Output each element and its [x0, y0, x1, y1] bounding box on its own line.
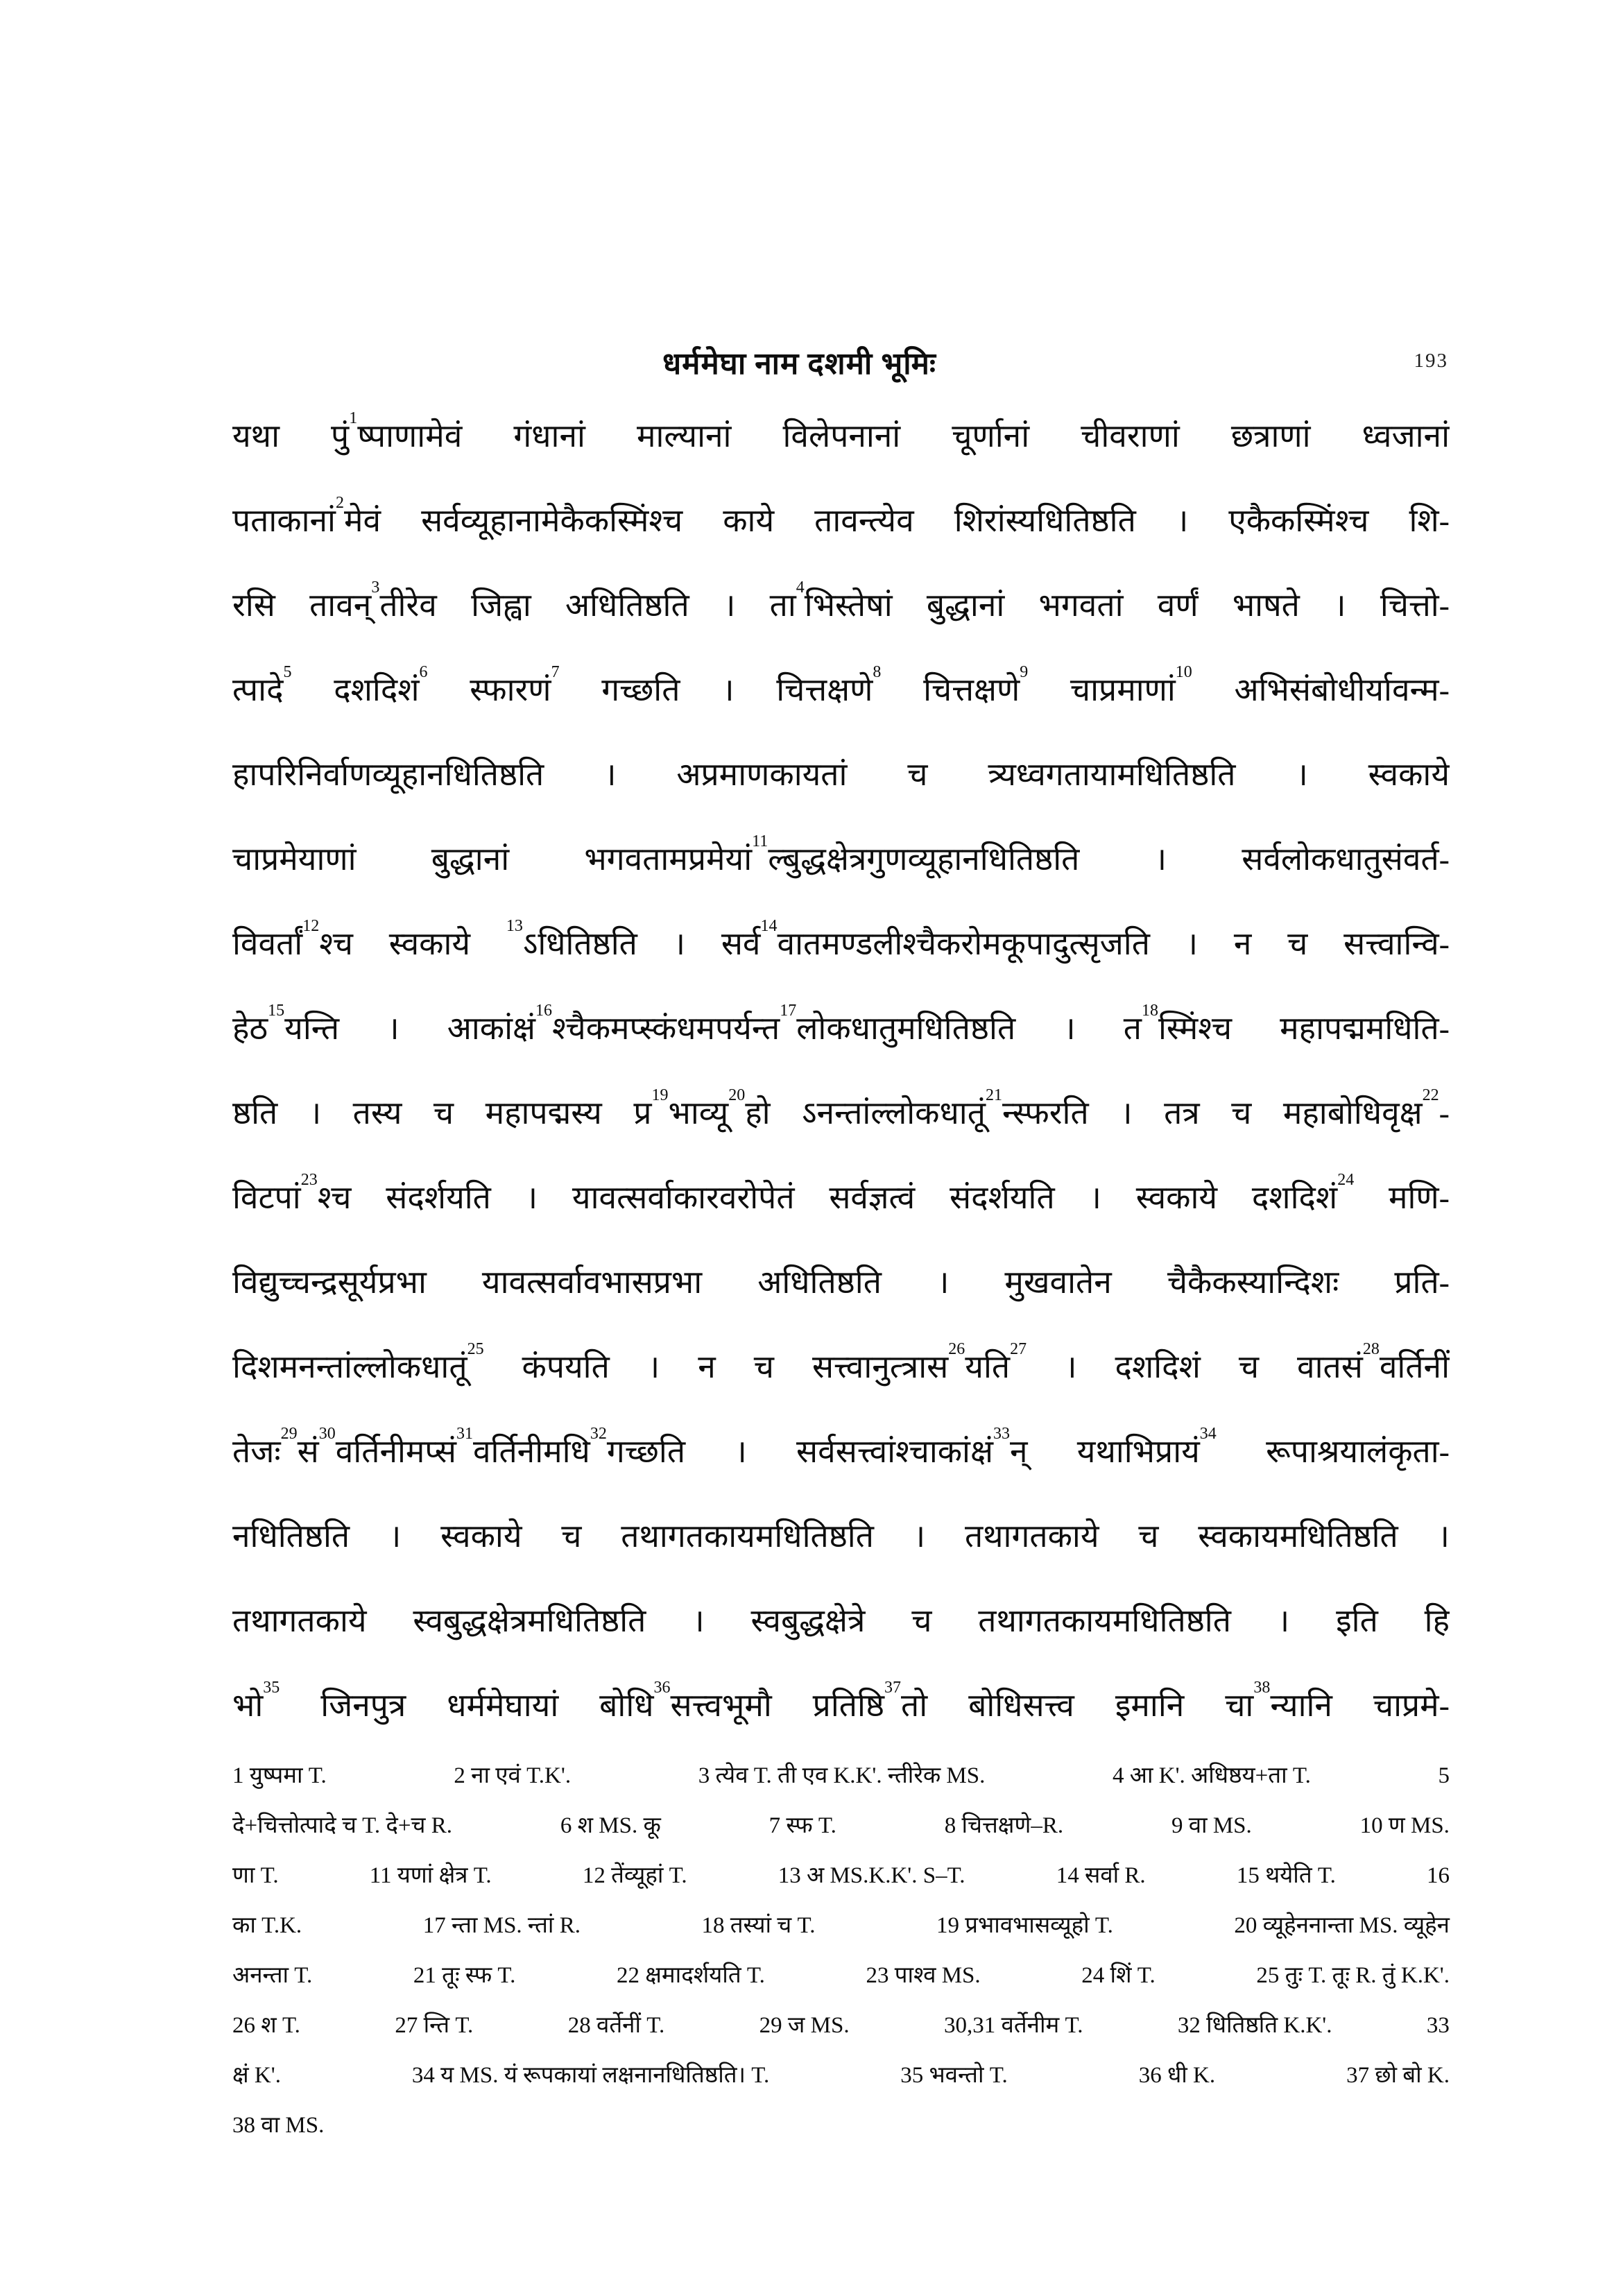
footnote-entry: 7 स्फ T.	[768, 1813, 836, 1838]
body-line: त्पादे$^5$ दशदिशं$^6$ स्फारणं$^7$ गच्छति । चित्तक्षणे$^8$ चित्तक्षणे$^9$ चाप्रमाणां$^{10}$ अभिसंबोधीर्यावन्म-	[232, 662, 1450, 708]
page-number: 193	[1414, 350, 1448, 372]
body-line: तेजः$^{29}$सं$^{30}$वर्तिनीमप्सं$^{31}$वर्तिनीमधि$^{32}$गच्छति । सर्वसत्त्वांश्चाकांक्षं$^{33}$न् यथाभिप्रायं$^{34}$ रूपाश्रयालंकृता-	[232, 1424, 1450, 1469]
footnote-entry: 35 भवन्तो T.	[900, 2063, 1008, 2088]
body-line: हेठ$^{15}$यन्ति । आकांक्षं$^{16}$श्चैकमप्स्कंधमपर्यन्त$^{17}$लोकधातुमधितिष्ठति । त$^{18}$स्मिंश्च महापद्ममधिति-	[232, 1001, 1450, 1046]
footnote-entry: णा T.	[232, 1863, 279, 1888]
footnotes	[232, 1751, 1450, 2150]
footnote-line	[232, 1801, 1450, 1851]
footnote-marker: 23	[300, 1170, 318, 1189]
footnote-marker: 15	[268, 1001, 285, 1020]
body-line: विवर्तां$^{12}$श्च स्वकाये $^{13}$ऽधितिष्ठति । सर्व$^{14}$वातमण्डलीश्चैकरोमकूपादुत्सृजति । न च सत्त्वान्वि-	[232, 916, 1450, 961]
footnote-entry: 14 सर्वा R.	[1056, 1863, 1146, 1888]
footnote-marker: 32	[590, 1424, 607, 1443]
body-text	[232, 394, 1450, 1748]
footnote-marker: 22	[1422, 1086, 1439, 1104]
footnote-entry: 11 यणां क्षेत्र T.	[369, 1863, 492, 1888]
footnote-marker: 27	[1010, 1339, 1027, 1358]
chapter-title: धर्ममेघा नाम दशमी भूमिः	[662, 347, 936, 381]
footnote-marker: 26	[948, 1339, 965, 1358]
footnote-entry: 8 चित्तक्षणे–R.	[944, 1813, 1064, 1838]
body-line: पताकानां$^2$मेवं सर्वव्यूहानामेकैकस्मिंश्च काये तावन्त्येव शिरांस्यधितिष्ठति । एकैकस्मिंश्च शि-	[232, 493, 1450, 538]
footnote-marker: 12	[302, 916, 320, 935]
footnote-entry: 5	[1438, 1763, 1450, 1788]
footnote-entry: 15 थयेति T.	[1236, 1863, 1336, 1888]
footnote-marker: 30	[318, 1424, 336, 1443]
body-line: हापरिनिर्वाणव्यूहानधितिष्ठति । अप्रमाणकायतां च त्र्यध्वगतायामधितिष्ठति । स्वकाये	[232, 757, 1450, 792]
body-line: यथा पुं$^1$ष्पाणामेवं गंधानां माल्यानां विलेपनानां चूर्णानां चीवराणां छत्राणां ध्वजानां	[232, 409, 1450, 454]
footnote-marker: 11	[752, 832, 768, 850]
footnote-marker: 35	[263, 1678, 280, 1697]
footnote-entry: 3 त्येव T. ती एव K.K'. न्तीरेक MS.	[698, 1763, 986, 1788]
footnote-marker: 38	[1253, 1678, 1271, 1697]
footnote-marker: 17	[780, 1001, 797, 1020]
footnote-entry: 33	[1426, 2013, 1450, 2038]
footnote-marker: 9	[1020, 662, 1029, 681]
footnote-entry: 2 ना एवं T.K'.	[454, 1763, 572, 1788]
footnote-marker: 6	[419, 662, 428, 681]
body-line: ष्ठति । तस्य च महापद्मस्य प्र$^{19}$भाव्यू$^{20}$हो ऽनन्तांल्लोकधातूं$^{21}$न्स्फरति । तत्र च महाबोधिवृक्ष$^{22}$-	[232, 1086, 1450, 1131]
body-line: दिशमनन्तांल्लोकधातूं$^{25}$ कंपयति । न च सत्त्वानुत्त्रास$^{26}$यति$^{27}$ । दशदिशं च वातसं$^{28}$वर्तिनीं	[232, 1339, 1450, 1385]
footnote-entry: 25 तुः T. तूः R. तुं K.K'.	[1256, 1963, 1450, 1988]
footnote-marker: 29	[280, 1424, 298, 1443]
footnote-entry: 6 श MS. कू	[560, 1813, 661, 1838]
footnote-entry: 1 युष्पमा T.	[232, 1763, 327, 1788]
footnote-entry: 13 अ MS.K.K'. S–T.	[778, 1863, 965, 1888]
footnote-entry: 30,31 वर्तेनीम T.	[944, 2013, 1083, 2038]
footnote-entry: 12 तेंव्यूहां T.	[582, 1863, 687, 1888]
footnote-marker: 3	[371, 578, 380, 597]
footnote-marker: 14	[760, 916, 778, 935]
footnote-line	[232, 2050, 1450, 2100]
footnote-marker: 5	[283, 662, 292, 681]
footnote-marker: 31	[456, 1424, 473, 1443]
footnote-line	[232, 2100, 1450, 2150]
body-line: चाप्रमेयाणां बुद्धानां भगवतामप्रमेयां$^{11}$ल्बुद्धक्षेत्रगुणव्यूहानधितिष्ठति । सर्वलोकधातुसंवर्त-	[232, 832, 1450, 877]
footnote-entry: 27 न्ति T.	[395, 2013, 474, 2038]
footnote-marker: 33	[993, 1424, 1010, 1443]
footnote-entry: क्षं K'.	[232, 2063, 281, 2088]
footnote-entry: 23 पाश्व MS.	[866, 1963, 981, 1988]
footnote-marker: 28	[1362, 1339, 1380, 1358]
footnote-entry: 38 वा MS.	[232, 2113, 325, 2138]
footnote-entry: 4 आ K'. अधिष्ठय+ता T.	[1113, 1763, 1311, 1788]
footnote-entry: अनन्ता T.	[232, 1963, 313, 1988]
footnote-entry: 37 छो बो K.	[1346, 2063, 1450, 2088]
footnote-marker: 16	[535, 1001, 552, 1020]
footnote-line	[232, 1951, 1450, 2001]
footnote-marker: 19	[651, 1086, 669, 1104]
footnote-entry: 24 शिं T.	[1081, 1963, 1156, 1988]
footnote-entry: 28 वर्तेनीं T.	[567, 2013, 665, 2038]
footnote-marker: 34	[1199, 1424, 1217, 1443]
footnote-marker: 13	[506, 916, 523, 935]
footnote-entry: 22 क्षमादर्शयति T.	[617, 1963, 765, 1988]
footnote-marker: 24	[1337, 1170, 1355, 1189]
footnote-entry: 20 व्यूहेननान्ता MS. व्यूहेन	[1234, 1913, 1450, 1938]
footnote-entry: 18 तस्यां च T.	[701, 1913, 816, 1938]
footnote-entry: 36 धी K.	[1138, 2063, 1216, 2088]
footnote-entry: 17 न्ता MS. न्तां R.	[422, 1913, 581, 1938]
body-line: नधितिष्ठति । स्वकाये च तथागतकायमधितिष्ठति । तथागतकाये च स्वकायमधितिष्ठति ।	[232, 1518, 1450, 1554]
footnote-line	[232, 1901, 1450, 1951]
footnote-entry: 16	[1427, 1863, 1450, 1888]
footnote-marker: 37	[884, 1678, 901, 1697]
body-line: भो$^{35}$ जिनपुत्र धर्ममेघायां बोधि$^{36}$सत्त्वभूमौ प्रतिष्ठि$^{37}$तो बोधिसत्त्व इमानि चा$^{38}$न्यानि चाप्रमे-	[232, 1678, 1450, 1723]
body-line: विद्युच्चन्द्रसूर्यप्रभा यावत्सर्वावभासप्रभा अधितिष्ठति । मुखवातेन चैकैकस्यान्दिशः प्रति-	[232, 1265, 1450, 1300]
footnote-marker: 4	[796, 578, 805, 597]
footnote-marker: 1	[349, 409, 358, 427]
running-head	[232, 341, 1450, 386]
body-line: विटपां$^{23}$श्च संदर्शयति । यावत्सर्वाकारवरोपेतं सर्वज्ञत्वं संदर्शयति । स्वकाये दशदिशं$^{24}$ मणि-	[232, 1170, 1450, 1215]
footnote-entry: 34 य MS. यं रूपकायां लक्षनानधितिष्ठति। T.	[411, 2063, 770, 2088]
footnote-entry: 29 ज MS.	[759, 2013, 850, 2038]
footnote-marker: 18	[1141, 1001, 1158, 1020]
footnote-entry: 26 श T.	[232, 2013, 300, 2038]
body-line: रसि तावन्$^3$तीरेव जिह्वा अधितिष्ठति । ता$^4$भिस्तेषां बुद्धानां भगवतां वर्णं भाषते । चित्तो-	[232, 578, 1450, 623]
footnote-marker: 25	[467, 1339, 484, 1358]
footnote-marker: 21	[985, 1086, 1002, 1104]
footnote-entry: का T.K.	[232, 1913, 302, 1938]
footnote-entry: दे+चित्तोत्पादे च T. दे+च R.	[232, 1813, 452, 1838]
footnote-line	[232, 2001, 1450, 2050]
footnote-marker: 7	[551, 662, 560, 681]
footnote-line	[232, 1751, 1450, 1801]
footnote-marker: 10	[1175, 662, 1192, 681]
footnote-entry: 9 वा MS.	[1171, 1813, 1252, 1838]
footnote-entry: 10 ण MS.	[1359, 1813, 1450, 1838]
footnote-line	[232, 1851, 1450, 1901]
footnote-marker: 36	[653, 1678, 671, 1697]
footnote-entry: 32 धितिष्ठति K.K'.	[1177, 2013, 1332, 2038]
body-line: तथागतकाये स्वबुद्धक्षेत्रमधितिष्ठति । स्वबुद्धक्षेत्रे च तथागतकायमधितिष्ठति । इति हि	[232, 1603, 1450, 1638]
footnote-entry: 21 तूः स्फ T.	[413, 1963, 516, 1988]
footnote-marker: 20	[728, 1086, 746, 1104]
footnote-marker: 8	[873, 662, 882, 681]
footnote-marker: 2	[335, 493, 344, 512]
footnote-entry: 19 प्रभावभासव्यूहो T.	[936, 1913, 1113, 1938]
